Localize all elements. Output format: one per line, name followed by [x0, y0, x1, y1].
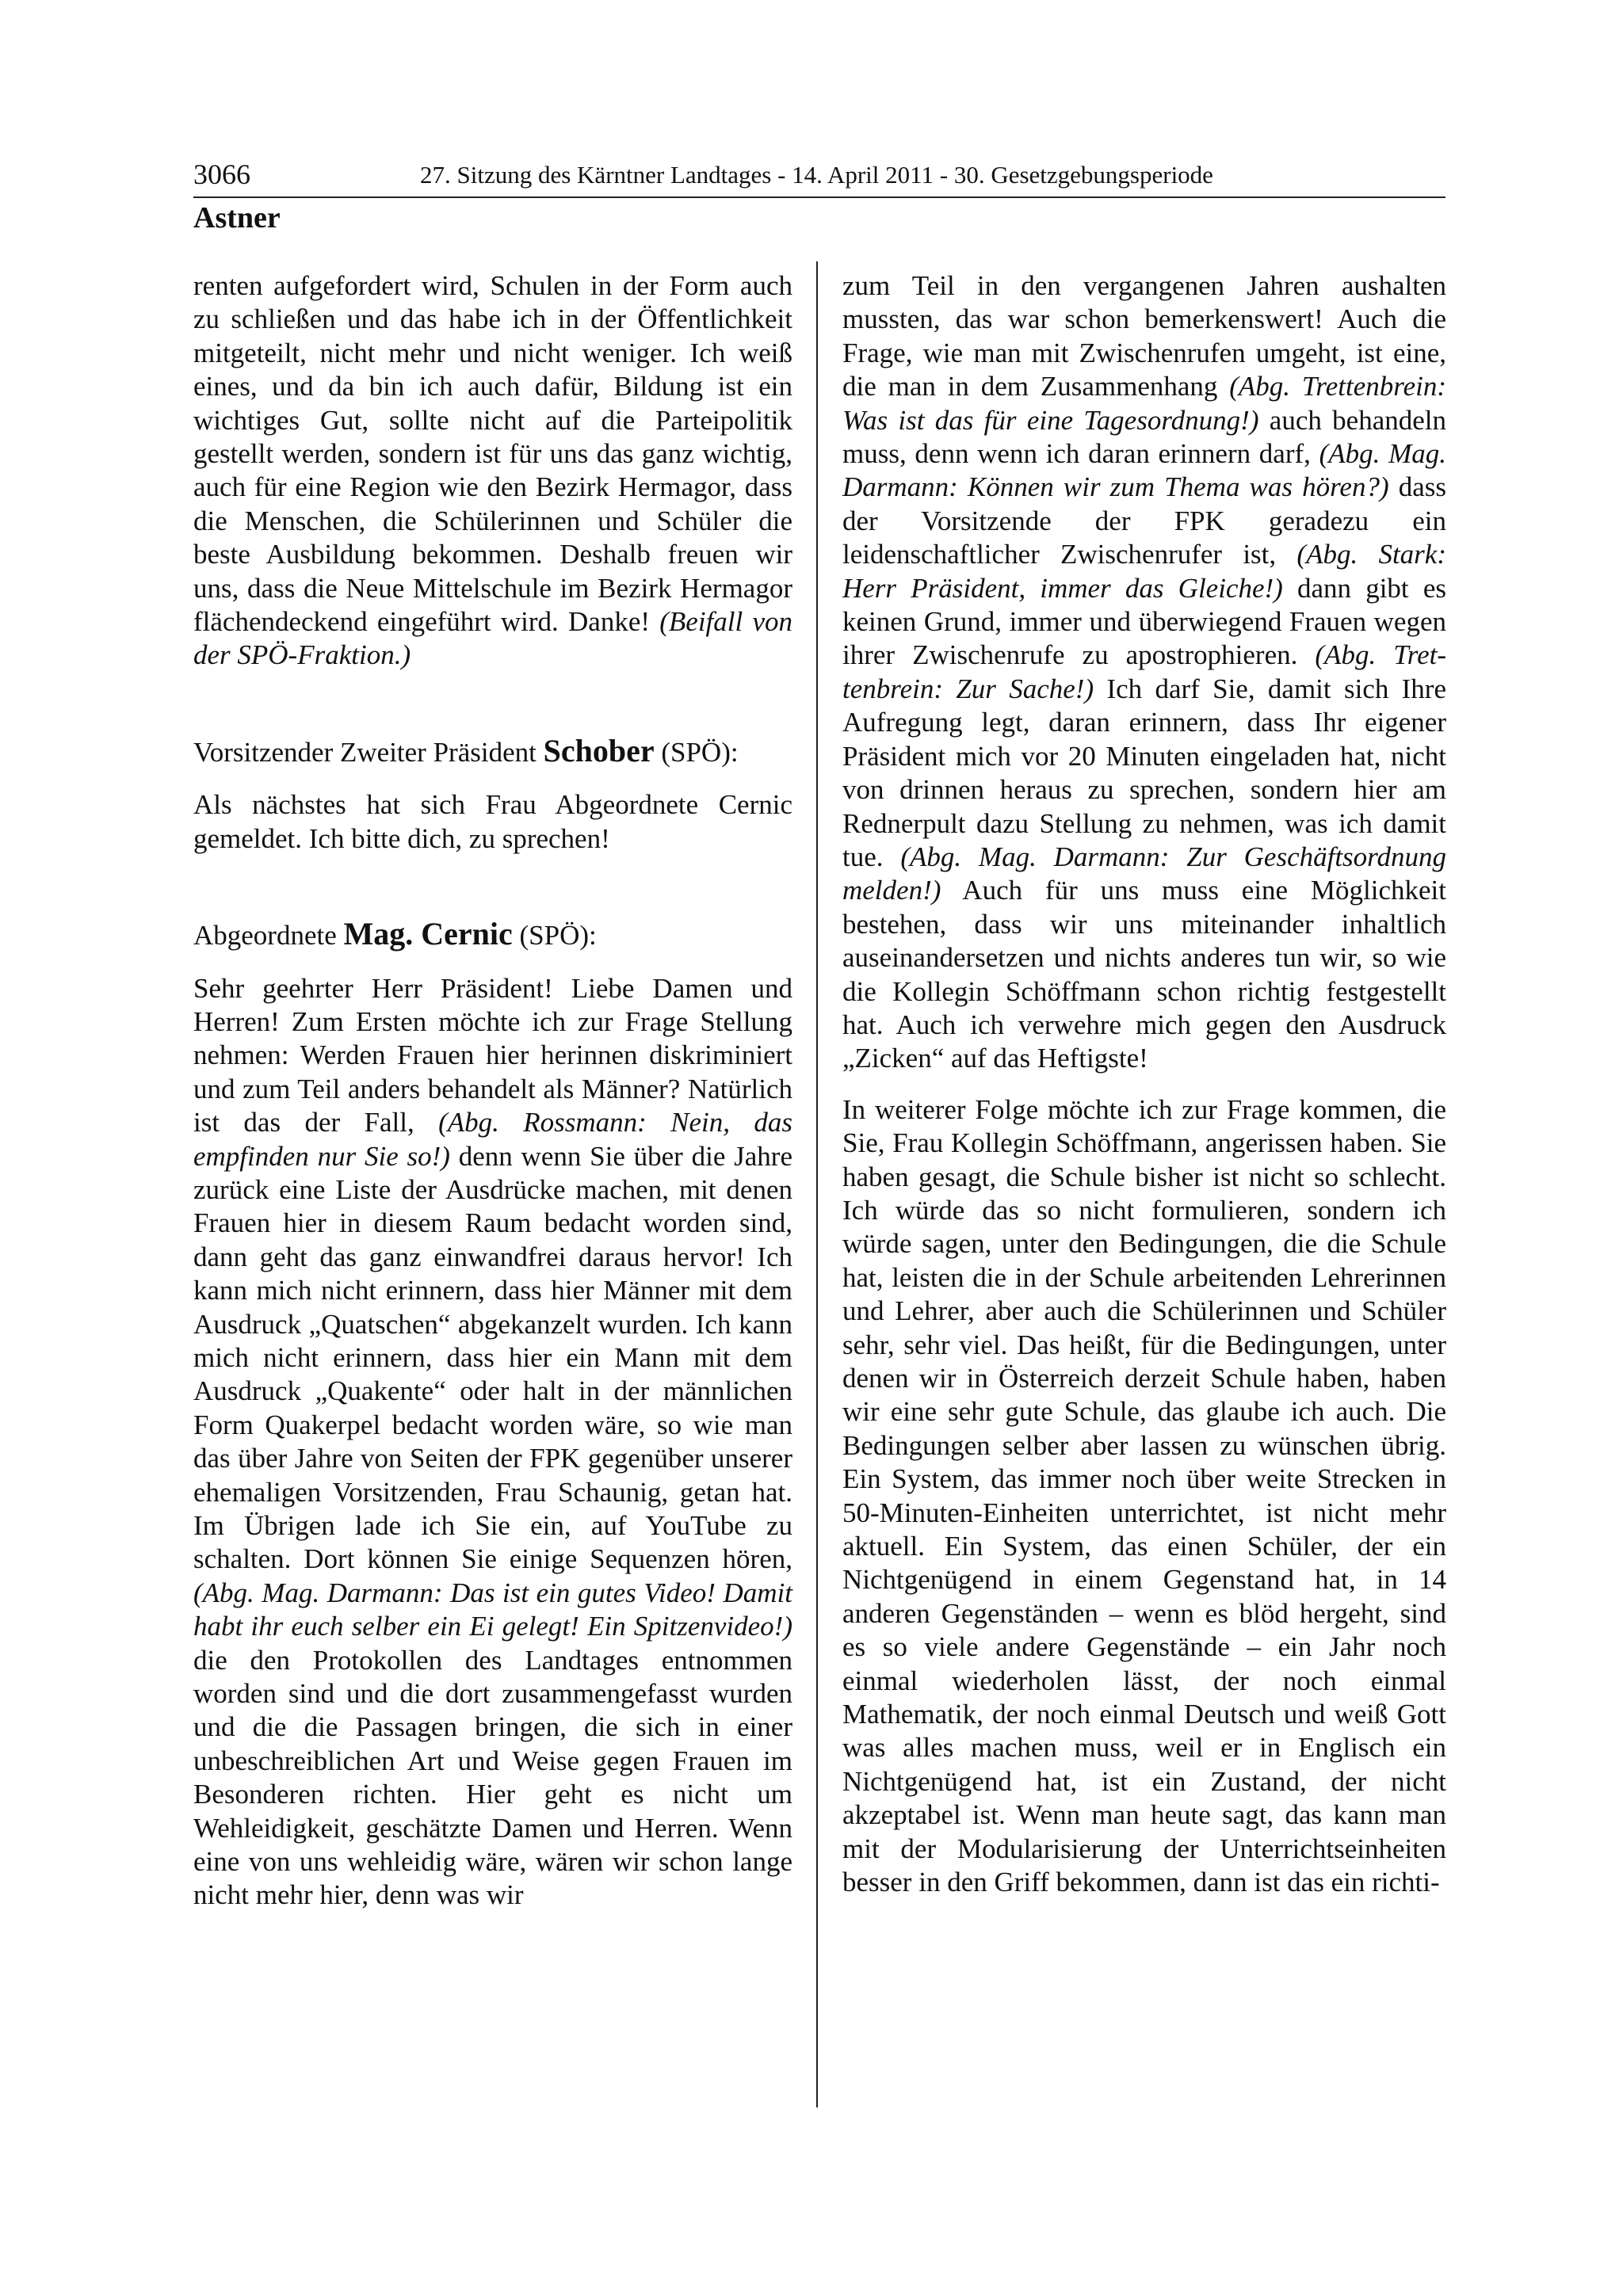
interjection: (Abg. Mag. Darmann: Können wir zum Thema was hören?)	[842, 438, 1446, 503]
interjection: (Abg. Mag. Darmann: Das ist ein gutes Video! Damit habt ihr euch selber ein Ei gelegt! Ein Spitzenvideo!)	[193, 1577, 792, 1642]
paragraph: Als nächstes hat sich Frau Abgeordnete Cernic gemeldet. Ich bitte dich, zu sprechen!	[193, 789, 792, 854]
speaker-name: Schober	[543, 732, 655, 769]
speaker-name: Mag. Cernic	[343, 916, 513, 952]
header-rule	[193, 196, 1445, 198]
right-column	[842, 269, 1446, 1900]
speaker-heading: Abgeordnete Mag. Cernic (SPÖ):	[193, 916, 597, 952]
interjection: (Beifall von der SPÖ-Fraktion.)	[193, 606, 792, 671]
paragraph: zum Teil in den vergangenen Jahren aushalten mussten, das war schon bemerkenswert! Auch die Frage, wie man mit Zwischenrufen umgeht, ist eine, die man in dem Zusammenhang (Abg. Trettenbrein: Was ist das für eine Tagesordnung!) auch behandeln muss, denn wenn ich daran erinnern darf, (Abg. Mag. Darmann: Können wir zum Thema was hören?) dass der Vorsitzende der FPK geradezu ein leidenschaftlicher Zwischenrufer ist, (Abg. Stark: Herr Präsident, immer das Gleiche!) dann gibt es keinen Grund, immer und überwiegend Frauen wegen ihrer Zwischenrufe zu apostrophieren. (Abg. Trettenbrein: Zur Sache!) Ich darf Sie, damit sich Ihre Aufregung legt, daran erinnern, dass Ihr eigener Präsident mich vor 20 Minuten eingeladen hat, nicht von drinnen heraus zu sprechen, sondern hier am Rednerpult dazu Stellung zu nehmen, was ich damit tue. (Abg. Mag. Darmann: Zur Geschäftsordnung melden!) Auch für uns muss eine Möglichkeit bestehen, dass wir uns miteinander inhaltlich auseinandersetzen und nichts anderes tun wir, so wie die Kollegin Schöffmann schon richtig festgestellt hat. Auch ich verwehre mich gegen den Ausdruck „Zicken“ auf das Heftigste!	[842, 270, 1447, 1074]
paragraph: Sehr geehrter Herr Präsident! Liebe Damen und Herren! Zum Ersten möchte ich zur Frage Stellung nehmen: Werden Frauen hier herinnen diskriminiert und zum Teil anders behandelt als Männer? Natürlich ist das der Fall, (Abg. Rossmann: Nein, das empfinden nur Sie so!) denn wenn Sie über die Jahre zurück eine Liste der Ausdrücke machen, mit denen Frauen hier in diesem Raum bedacht worden sind, dann geht das ganz einwandfrei daraus hervor! Ich kann mich nicht erinnern, dass hier Männer mit dem Ausdruck „Quatschen“ abgekanzelt wurden. Ich kann mich nicht erinnern, dass hier ein Mann mit dem Ausdruck „Quakente“ oder halt in der männlichen Form Quakerpel bedacht worden wäre, so wie man das über Jahre von Seiten der FPK gegenüber unserer ehemaligen Vorsitzenden, Frau Schaunig, getan hat. Im Übrigen lade ich Sie ein, auf YouTube zu schalten. Dort können Sie einige Sequenzen hören, (Abg. Mag. Darmann: Das ist ein gutes Video! Damit habt ihr euch selber ein Ei gelegt! Ein Spitzenvideo!) die den Protokollen des Landtages entnommen worden sind und die dort zusammengefasst wurden und die die Passagen bringen, die sich in einer unbeschreiblichen Art und Weise gegen Frauen im Besonderen richten. Hier geht es nicht um Wehleidigkeit, geschätzte Damen und Herren. Wenn eine von uns wehleidig wäre, wären wir schon lange nicht mehr hier, denn was wir	[193, 972, 793, 1911]
speaker-heading: Vorsitzender Zweiter Präsident Schober (SPÖ):	[193, 732, 739, 769]
running-speaker-name: Astner	[193, 201, 281, 235]
paragraph: renten aufgefordert wird, Schulen in der Form auch zu schließen und das habe ich in der Öffentlichkeit mitgeteilt, nicht mehr und nicht weniger. Ich weiß eines, und da bin ich auch dafür, Bildung ist ein wichtiges Gut, sollte nicht auf die Parteipolitik gestellt werden, sondern ist für uns das ganz wichtig, auch für eine Region wie den Bezirk Hermagor, dass die Menschen, die Schülerinnen und Schüler die beste Ausbildung bekommen. Deshalb freuen wir uns, dass die Neue Mittelschule im Bezirk Hermagor flächendeckend eingeführt wird. Danke! (Beifall von der SPÖ-Fraktion.)	[193, 270, 792, 671]
paragraph: In weiterer Folge möchte ich zur Frage kommen, die Sie, Frau Kollegin Schöffmann, angerissen haben. Sie haben gesagt, die Schule bisher ist nicht so schlecht. Ich würde das so nicht formulieren, sondern ich würde sagen, unter den Bedingungen, die die Schule hat, leisten die in der Schule arbeitenden Lehrerinnen und Lehrer, aber auch die Schülerinnen und Schüler sehr, sehr viel. Das heißt, für die Bedingungen, unter denen wir in Österreich derzeit Schule haben, haben wir eine sehr gute Schule, das glaube ich auch. Die Bedingungen selber aber lassen zu wünschen übrig. Ein System, das immer noch über weite Strecken in 50-Minuten-Einheiten unterrichtet, ist nicht mehr aktuell. Ein System, das einen Schüler, der ein Nichtgenügend in einem Gegenstand hat, in 14 anderen Gegenständen – wenn es blöd hergeht, sind es so viele andere Gegenstände – ein Jahr noch einmal wiederholen lässt, der noch einmal Mathematik, der noch einmal Deutsch und weiß Gott was alles machen muss, weil er in Englisch ein Nichtgenügend hat, ist ein Zustand, der nicht akzeptabel ist. Wenn man heute sagt, das kann man mit der Modularisierung der Unterrichtseinheiten besser in den Griff bekommen, dann ist das ein richti-	[842, 1093, 1446, 1898]
interjection: (Abg. Mag. Darmann: Zur Geschäftsordnung melden!)	[842, 841, 1447, 906]
column-divider	[816, 261, 818, 2107]
interjection: (Abg. Stark: Herr Präsident, immer das Gleiche!)	[842, 539, 1446, 604]
running-header: 27. Sitzung des Kärntner Landtages - 14. April 2011 - 30. Gesetzgebungsperiode	[420, 161, 1213, 189]
left-column	[193, 269, 792, 1913]
page-number: 3066	[193, 158, 250, 190]
interjection: (Abg. Rossmann: Nein, das empfinden nur Sie so!)	[193, 1107, 793, 1172]
interjection: (Abg. Trettenbrein: Was ist das für eine Tagesordnung!)	[842, 371, 1446, 436]
interjection: (Abg. Trettenbrein: Zur Sache!)	[842, 639, 1446, 704]
